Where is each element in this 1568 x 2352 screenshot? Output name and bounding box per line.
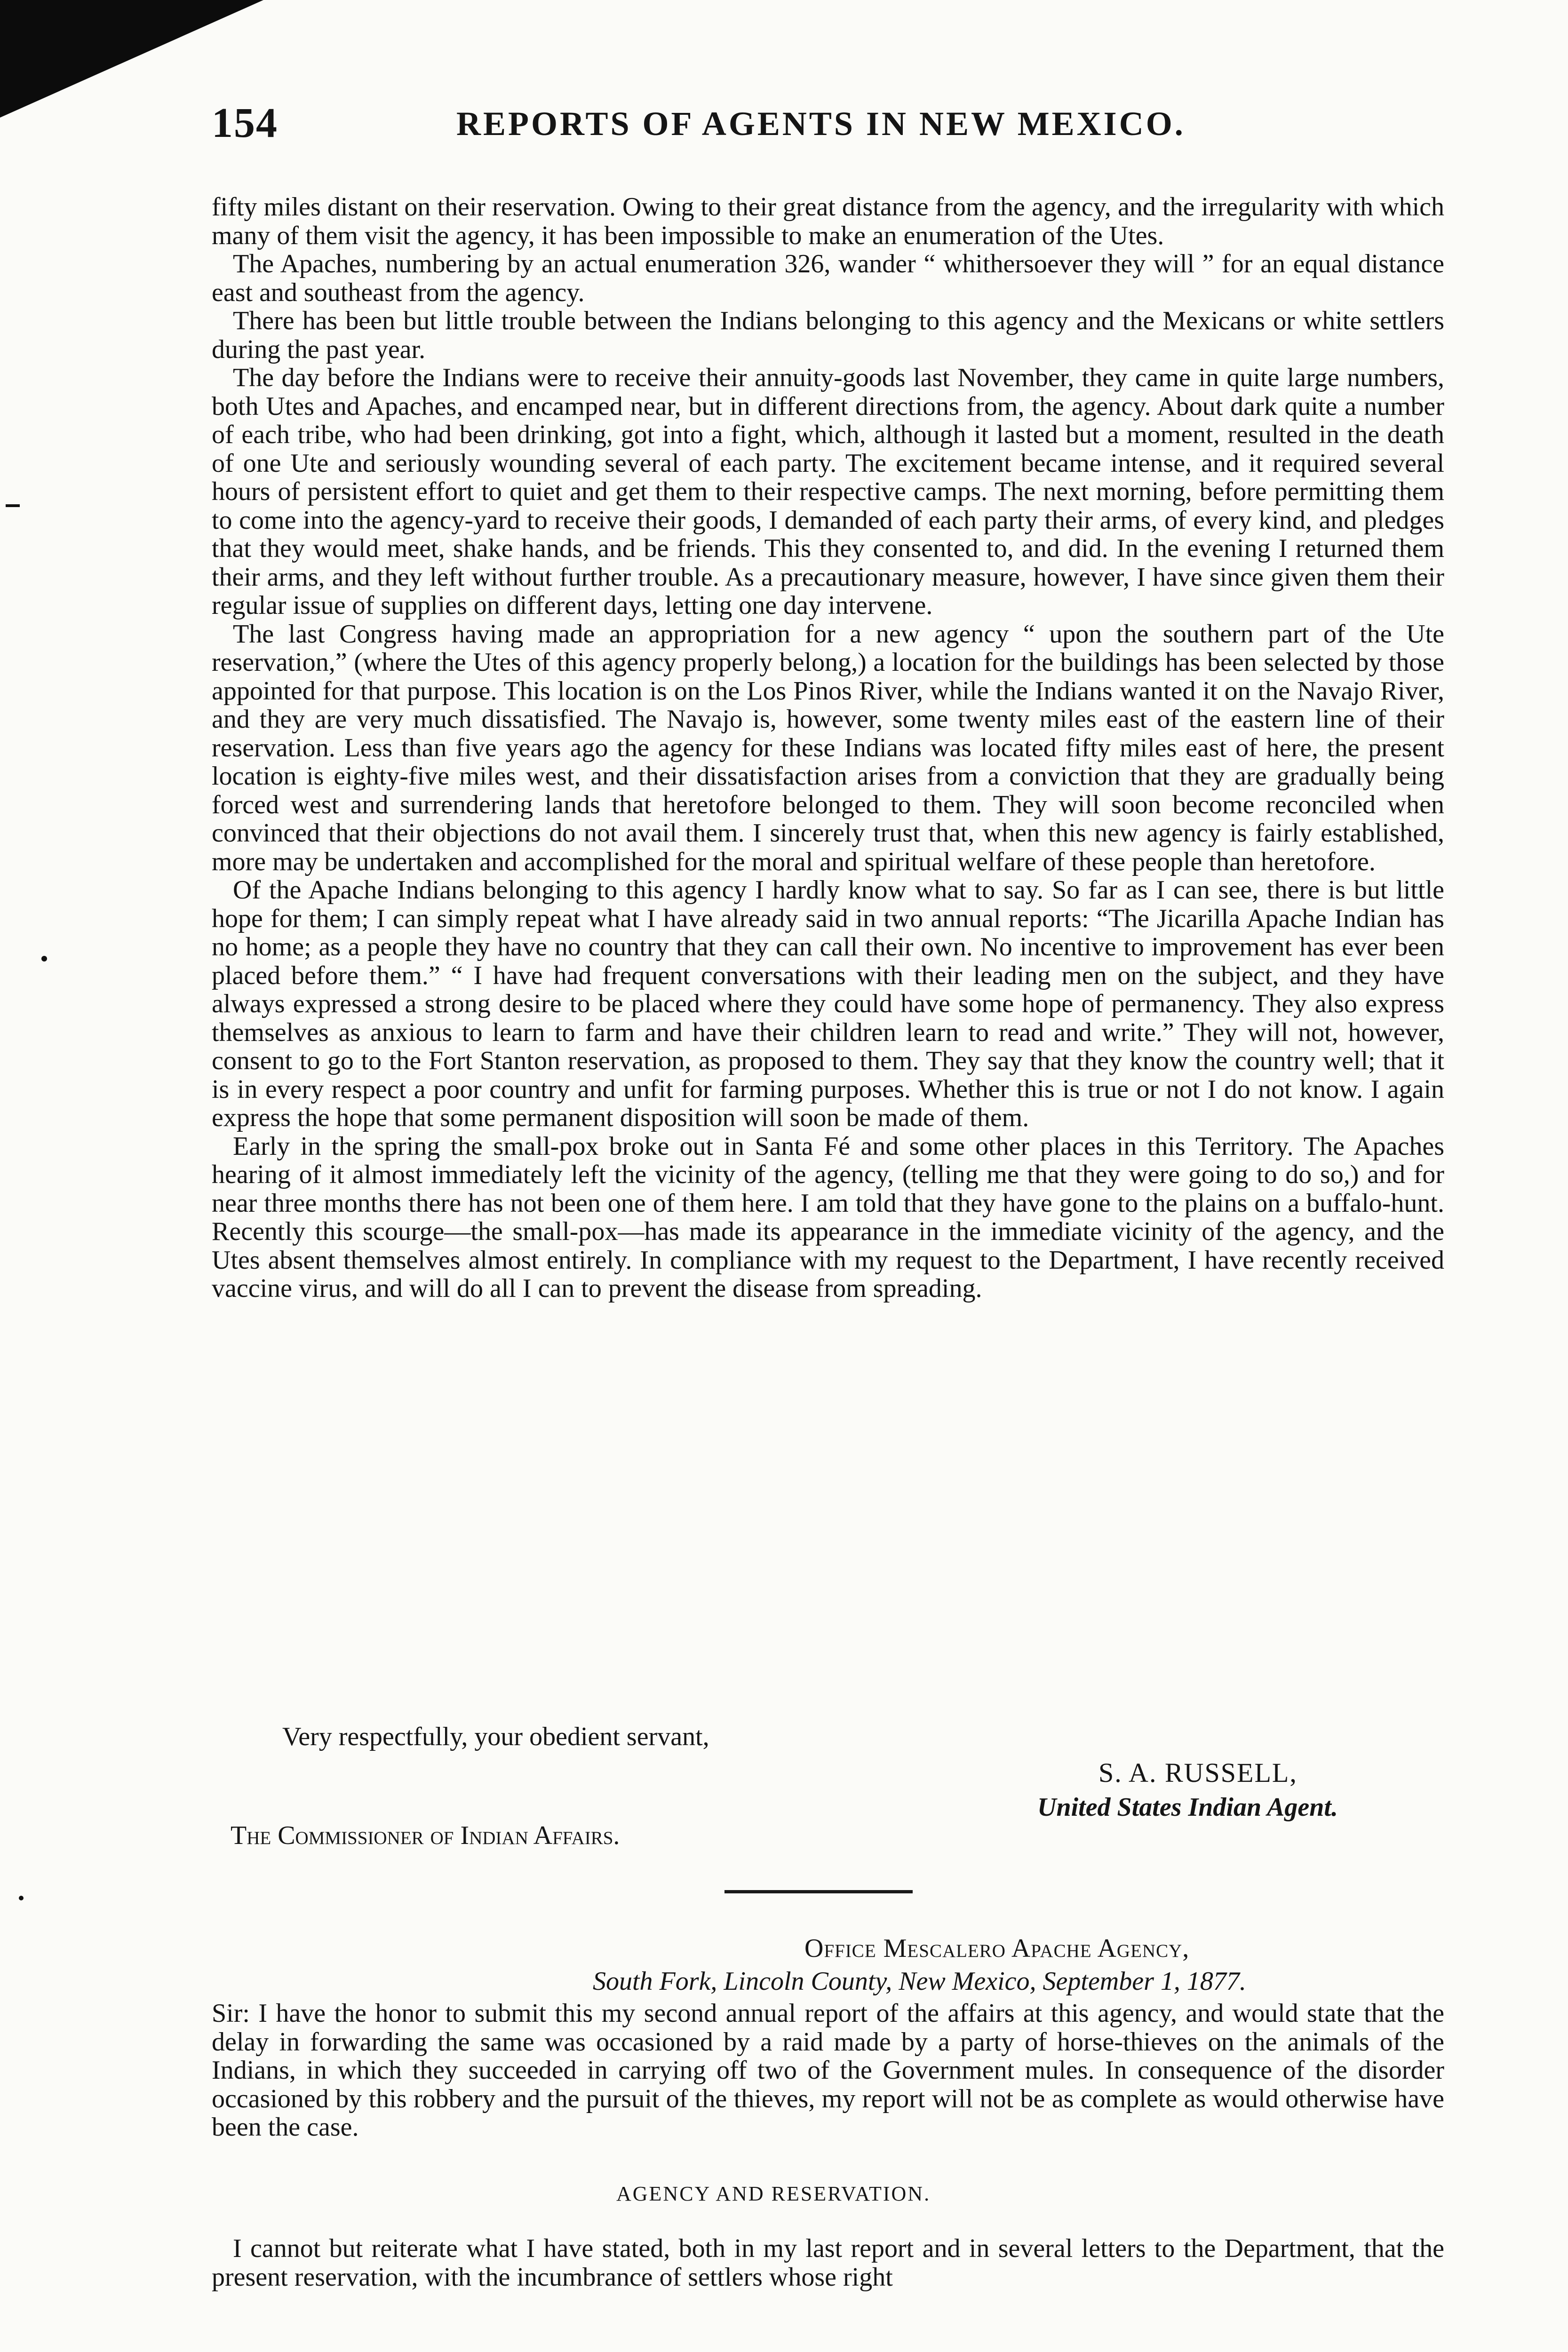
office-heading: Office Mescalero Apache Agency, [804,1934,1190,1963]
paragraph: There has been but little trouble between the Indians belonging to this agency and the Mexicans or white settlers during the past year. [212,306,1444,364]
paragraph: I cannot but reiterate what I have stated, both in my last report and in several letters to the Department, that the present reservation, with the incumbrance of settlers whose right [212,2234,1444,2292]
section-heading: AGENCY AND RESERVATION. [616,2182,931,2205]
scan-margin-mark [6,504,20,507]
page-number: 154 [212,100,278,146]
scan-margin-dot [19,1896,24,1900]
paragraph: fifty miles distant on their reservation. Owing to their great distance from the agency, and the irregularity with which many of them visit the agency, it has been impossible to make an enumeration of the Utes. [212,192,1444,250]
paragraph: The Apaches, numbering by an actual enumeration 326, wander “ whithersoever they will ” for an equal distance east and southeast from the agency. [212,249,1444,307]
paragraph: The last Congress having made an appropriation for a new agency “ upon the southern part of the Ute reservation,” (where the Utes of this agency properly belong,) a location for the buildings has been selected by those appointed for that purpose. This location is on the Los Pinos River, while the Indians wanted it on the Navajo River, and they are very much dissatisfied. The Navajo is, however, some twenty miles east of the eastern line of their reservation. Less than five years ago the agency for these Indians was located fifty miles east of here, the present location is eighty-five miles west, and their dissatisfaction arises from a conviction that they are gradually being forced west and surrendering lands that heretofore belonged to them. They will soon become reconciled when convinced that their objections do not avail them. I sincerely trust that, when this new agency is fairly established, more may be undertaken and accomplished for the moral and spiritual welfare of these people than heretofore. [212,619,1444,876]
paragraph: Sir: I have the honor to submit this my second annual report of the affairs at this agency, and would state that the delay in forwarding the same was occasioned by a raid made by a party of horse-thieves on the animals of the Indians, in which they succeeded in carrying off two of the Government mules. In consequence of the disorder occasioned by this robbery and the pursuit of the thieves, my report will not be as complete as would otherwise have been the case. [212,1999,1444,2142]
scan-corner-shadow-left [0,0,56,113]
report2-body [212,1999,1444,2142]
paragraph: Of the Apache Indians belonging to this agency I hardly know what to say. So far as I can see, there is but little hope for them; I can simply repeat what I have already said in two annual reports: “The Jicarilla Apache Indian has no home; as a people they have no country that they can call their own. No incentive to improvement has ever been placed before them.” “ I have had frequent conversations with their leading men on the subject, and they have always expressed a strong desire to be placed where they could have some hope of permanency. They also express themselves as anxious to learn to farm and have their children learn to read and write.” They will not, however, consent to go to the Fort Stanton reservation, as proposed to them. They say that they know the country well; that it is in every respect a poor country and unfit for farming purposes. Whether this is true or not I do not know. I again express the hope that some permanent disposition will soon be made of them. [212,875,1444,1132]
paragraph: Early in the spring the small-pox broke out in Santa Fé and some other places in this Territory. The Apaches hearing of it almost immediately left the vicinity of the agency, (telling me that they were going to do so,) and for near three months there has not been one of them here. I am told that they have gone to the plains on a buffalo-hunt. Recently this scourge—the small-pox—has made its appearance in the immediate vicinity of the agency, and the Utes absent themselves almost entirely. In compliance with my request to the Department, I have recently received vaccine virus, and will do all I can to prevent the disease from spreading. [212,1131,1444,1303]
section-divider [724,1890,913,1893]
running-title: REPORTS OF AGENTS IN NEW MEXICO. [456,105,1186,143]
dateline: South Fork, Lincoln County, New Mexico, September 1, 1877. [593,1967,1246,1996]
scan-margin-dot [41,956,47,961]
paragraph: The day before the Indians were to receive their annuity-goods last November, they came in quite large numbers, both Utes and Apaches, and encamped near, but in different directions from, the agency. About dark quite a number of each tribe, who had been drinking, got into a fight, which, although it lasted but a moment, resulted in the death of one Ute and seriously wounding several of each party. The excitement became intense, and it required several hours of persistent effort to quiet and get them to their respective camps. The next morning, before permitting them to come into the agency-yard to receive their goods, I demanded of each party their arms, of every kind, and pledges that they would meet, shake hands, and be friends. This they consented to, and did. In the evening I returned them their arms, and they left without further trouble. As a precautionary measure, however, I have since given them their regular issue of supplies on different days, letting one day intervene. [212,363,1444,620]
section-body [212,2234,1444,2291]
signature-title: United States Indian Agent. [1037,1793,1338,1822]
signature-name: S. A. RUSSELL, [1098,1757,1297,1788]
report1-body [212,193,1444,1303]
closing-line: Very respectfully, your obedient servant, [282,1722,709,1751]
addressee: The Commissioner of Indian Affairs. [231,1821,620,1850]
page-header [212,99,1458,165]
